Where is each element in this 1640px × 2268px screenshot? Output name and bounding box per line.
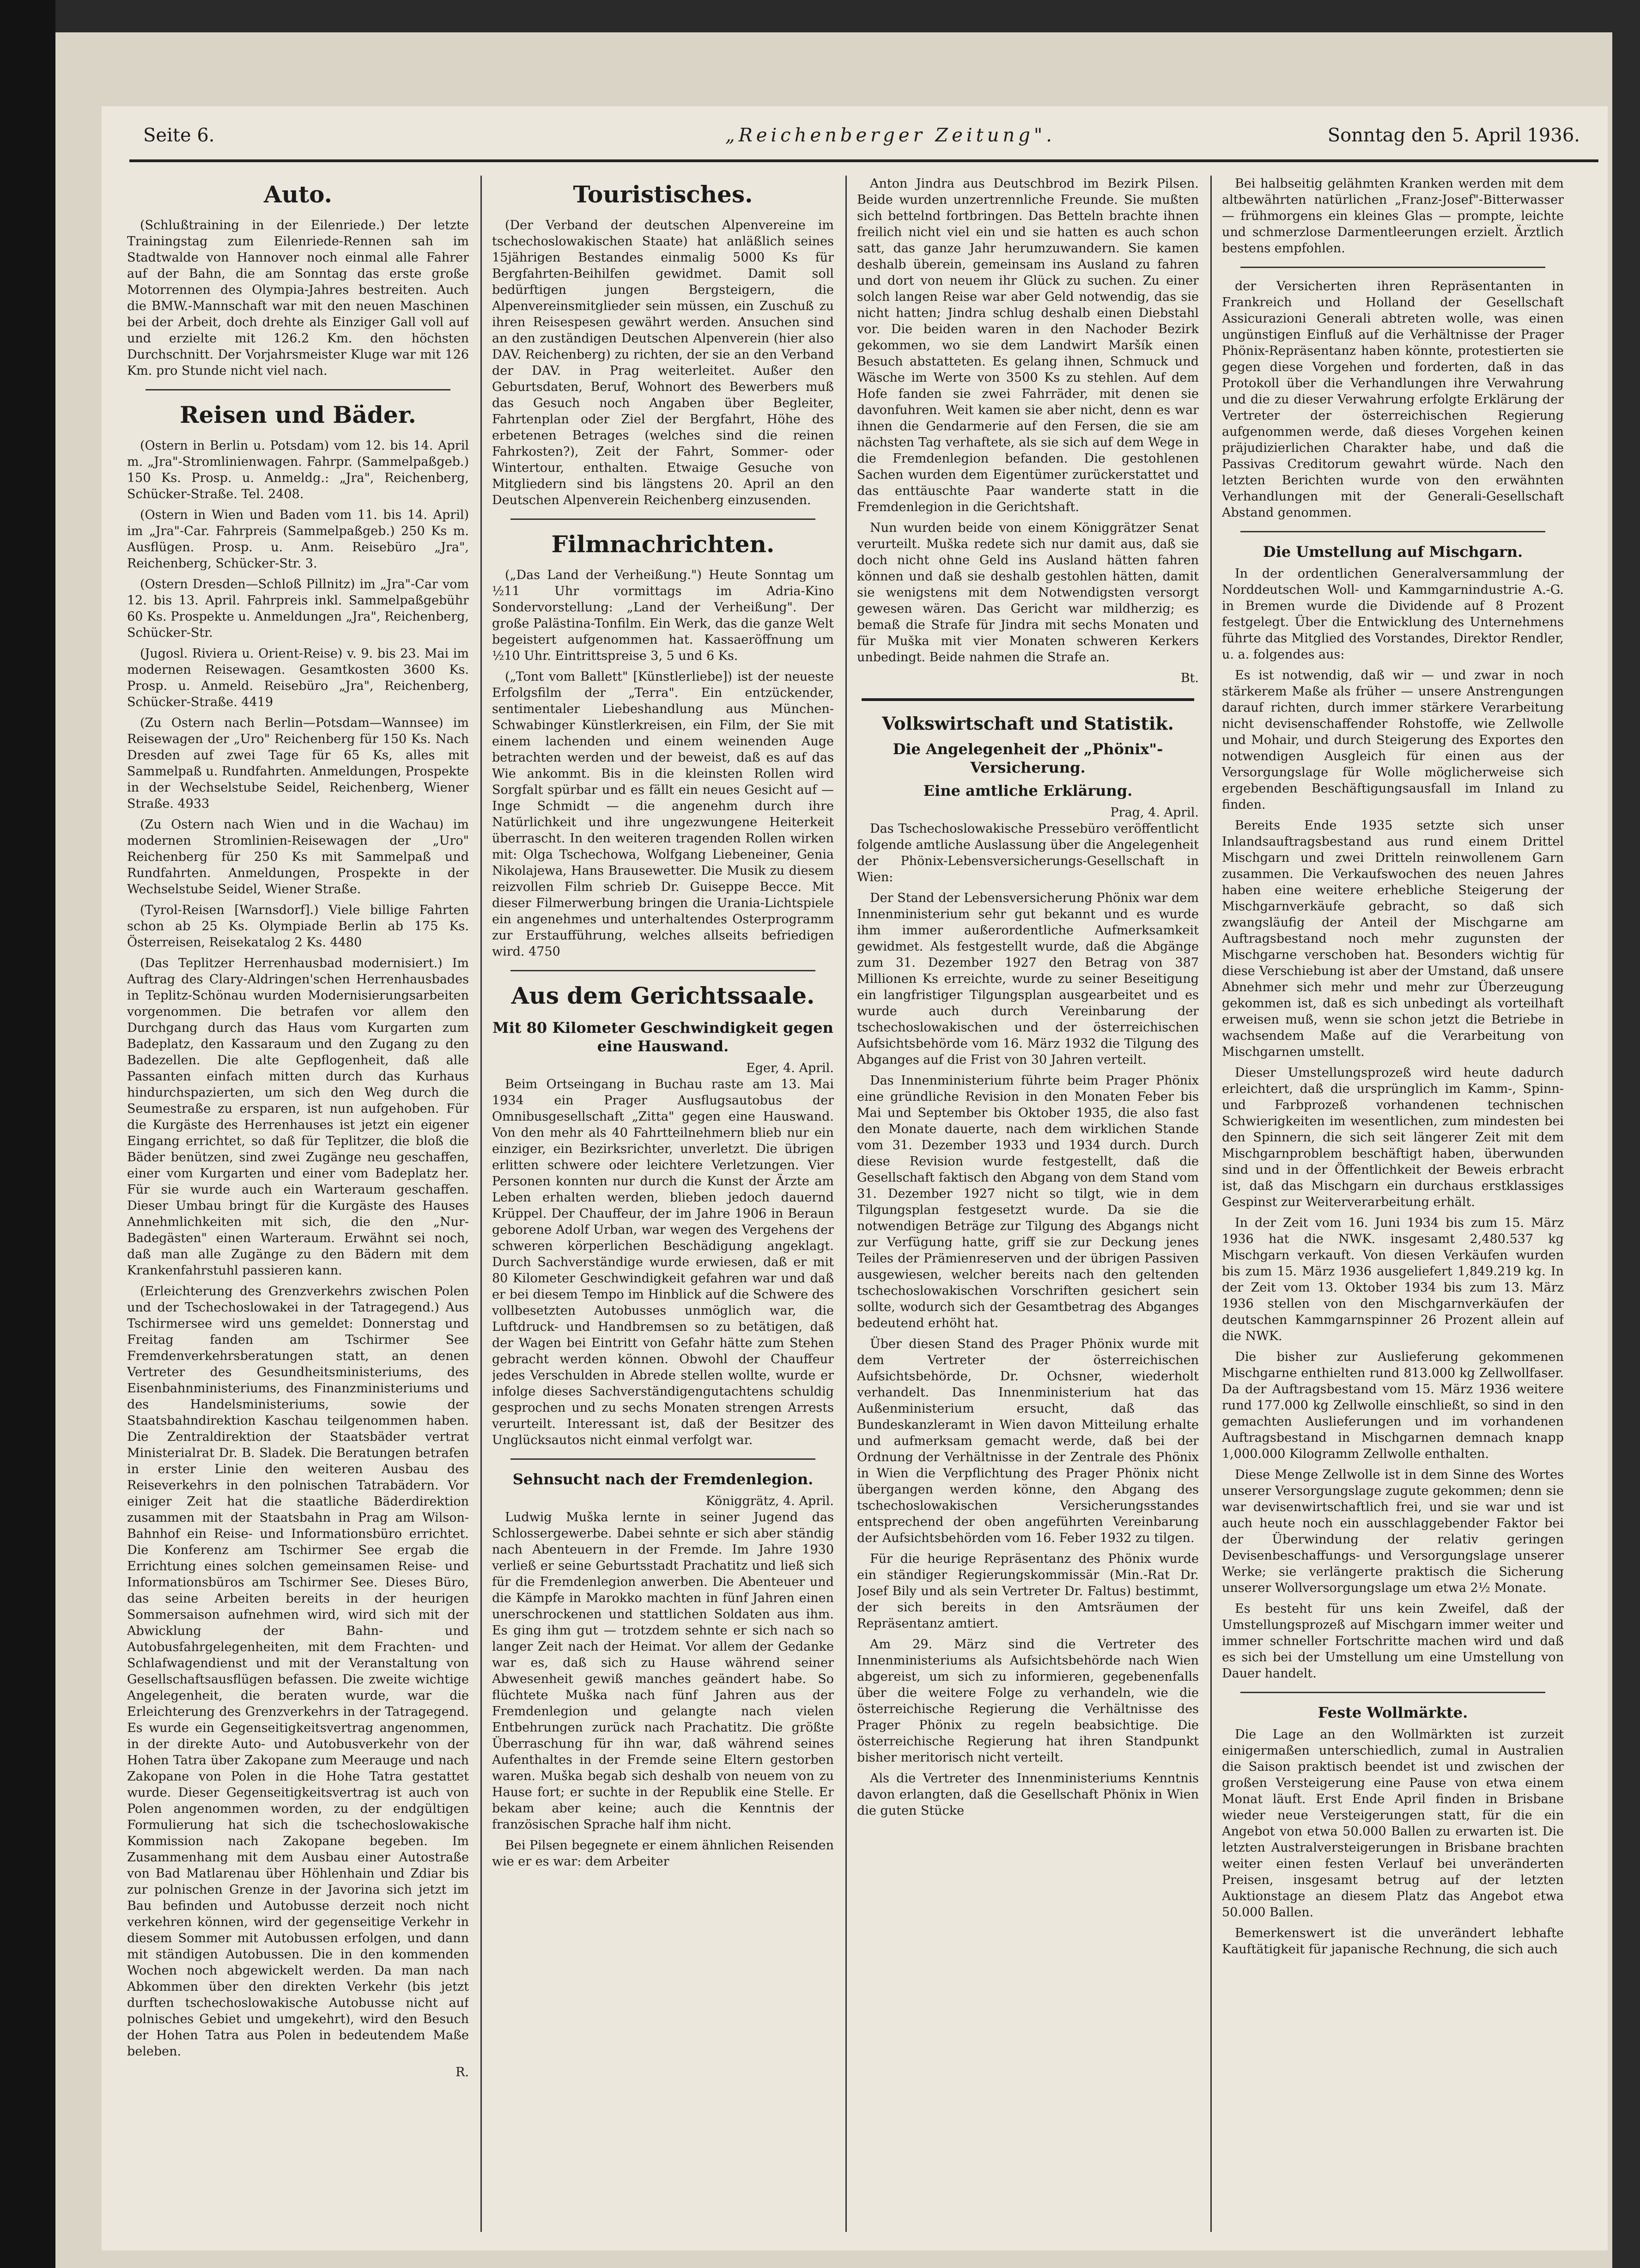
column-divider <box>480 176 482 2232</box>
article-mischgarn: Es ist notwendig, daß wir — und zwar in noch stärkerem Maße als früher — unsere Anstrengungen darauf richten, durch immer stärkere Verarbeitung nicht devisenschaffender Rohstoffe, wie Zellwolle und Mohair, und durch Steigerung des Exportes den notwendigen Ausgleich für einen aus der Versorgungslage für Wolle möglicherweise sich ergebenden Beschäftigungsausfall im Inland zu finden. <box>1222 668 1564 812</box>
header-rule <box>129 159 1598 162</box>
article-mischgarn: Diese Menge Zellwolle ist in dem Sinne des Wortes unserer Versorgungslage zugute gekommen; denn sie war devisenwirtschaftlich frei, und sie war und ist auch heute noch ein ausschlaggebender Faktor bei der Überwindung der relativ geringen Devisenbeschaffungs- und Versorgungslage unserer Werke; sie verlängerte praktisch die Sicherung unserer Wollversorgungslage um etwa 2½ Monate. <box>1222 1468 1564 1595</box>
column-divider <box>1210 176 1212 2232</box>
article-phoenix: Am 29. März sind die Vertreter des Innenministeriums als Aufsichtsbehörde nach Wien abgereist, um sich zu informieren, gegebenenfalls über die weitere Folge zu verhandeln, wie die österreichische Regierung die Verhältnisse des Prager Phönix zu regeln beabsichtige. Die österreichische Regierung hat ihren Standpunkt bisher meritorisch nicht verteilt. <box>857 1637 1199 1765</box>
newspaper-title: „Reichenberger Zeitung". <box>725 125 1056 146</box>
article-court: Beim Ortseingang in Buchau raste am 13. Mai 1934 ein Prager Ausflugsautobus der Omnibusgesellschaft „Zitta" gegen eine Hauswand. Von den mehr als 40 Fahrtteilnehmern blieb nur ein einziger, ein Bezirksrichter, unverletzt. Die übrigen erlitten schwere oder leichtere Verletzungen. Vier Personen konnten nur durch die Kunst der Ärzte am Leben erhalten werden, blieben jedoch dauernd Krüppel. Der Chauffeur, der im Jahre 1906 in Beraun geborene Adolf Urban, war wegen des Vergehens der schweren körperlichen Beschädigung angeklagt. Durch Sachverständige wurde erwiesen, daß er mit 80 Kilometer Geschwindigkeit gefahren war und daß er bei diesem Tempo im Hinblick auf die Schwere des vollbesetzten Autobusses unmöglich war, die Luftdruck- und Handbremsen so zu betätigen, daß der Wagen bei Eintritt von Gefahr hätte zum Stehen gebracht werden können. Obwohl der Chauffeur jedes Verschulden in Abrede stellen wollte, wurde er infolge dieses Sachverständigengutachtens schuldig gesprochen und zu sechs Monaten strengen Arrests verurteilt. Interessant ist, daß der Besitzer des Unglücksautos nicht einmal verfolgt war. <box>492 1077 834 1447</box>
article-mischgarn: In der Zeit vom 16. Juni 1934 bis zum 15. März 1936 hat die NWK. insgesamt 2,480.537 kg Mischgarn verkauft. Von diesen Verkäufen wurden bis zum 15. März 1936 ausgeliefert 1,849.219 kg. In der Zeit vom 13. Oktober 1934 bis zum 13. März 1936 stellen von den Mischgarnverkäufen der deutschen Kammgarnspinner 26 Prozent allein auf die NWK. <box>1222 1216 1564 1343</box>
column-2 <box>492 176 834 2232</box>
article-wollmaerkte: Bemerkenswert ist die unverändert lebhafte Kauftätigkeit für japanische Rechnung, die sich auch <box>1222 1926 1564 1957</box>
article-phoenix: Über diesen Stand des Prager Phönix wurde mit dem Vertreter der österreichischen Aufsichtsbehörde, Dr. Ochsner, wiederholt verhandelt. Das Innenministerium hat das Außenministerium ersucht, daß das Bundeskanzleramt in Wien davon Mitteilung erhalte und aufmerksam gemacht werde, daß bei der Ordnung der Verhältnisse in der Zentrale des Phönix in Wien die Verpflichtung des Prager Phönix nicht übergangen werden könne, den Abgang des tschechoslowakischen Versicherungsstandes entsprechend der oben angeführten Vereinbarung der Aufsichtsbehörden vom 16. Feber 1932 zu tilgen. <box>857 1337 1199 1545</box>
article-headline: Mit 80 Kilometer Geschwindigkeit gegen eine Hauswand. <box>492 1019 833 1055</box>
article-phoenix: Der Stand der Lebensversicherung Phönix war dem Innenministerium sehr gut bekannt und es wurde ihm immer außerordentliche Aufmerksamkeit gewidmet. Als festgestellt wurde, daß die Abgänge zum 31. Dezember 1927 den Betrag von 387 Millionen Ks erreichte, wurde zu seiner Beseitigung ein langfristiger Tilgungsplan ausgearbeitet und es wurde auch durch Vereinbarung der tschechoslowakischen und der österreichischen Aufsichtsbehörde vom 16. März 1932 die Tilgung des Abganges auf die Frist von 30 Jahren verteilt. <box>857 891 1199 1067</box>
article-headline: Die Angelegenheit der „Phönix"-Versicherung. <box>893 740 1163 776</box>
scan-edge-left <box>0 0 55 2268</box>
divider <box>1240 267 1545 268</box>
section-title-auto: Auto. <box>263 181 333 208</box>
divider <box>510 970 815 971</box>
scan-edge-right <box>1612 0 1640 2268</box>
article-grenzverkehr: (Erleichterung des Grenzverkehrs zwischen Polen und der Tschechoslowakei in der Tatragegend.) Aus Tschirmersee wird uns gemeldet: Donnerstag und Freitag fanden am Tschirmer See Fremdenverkehrsberatungen statt, an denen Vertreter des Gesundheitsministeriums, des Eisenbahnministeriums, des Finanzministeriums und des Handelsministeriums, sowie der Staatsbahndirektion Kaschau teilgenommen haben. Die Zentraldirektion der Staatsbäder vertrat Ministerialrat Dr. B. Sladek. Die Beratungen betrafen in erster Linie den weiteren Ausbau des Reiseverkehrs in den polnischen Tatrabädern. Vor einiger Zeit hat die staatliche Bäderdirektion zusammen mit der Staatsbahn in Prag am Wilson-Bahnhof ein Reise- und Informationsbüro errichtet. Die Konferenz am Tschirmer See ergab die Errichtung eines solchen gemeinsamen Reise- und Informationsbüros am Tschirmer See. Dieses Büro, das seine Arbeiten bereits in der heurigen Sommersaison aufnehmen wird, wird sich mit der Abwicklung der Bahn- und Autobusfahrgelegenheiten, mit dem Frachten- und Schlafwagendienst und mit der Veranstaltung von Gesellschaftsausflügen befassen. Die zweite wichtige Angelegenheit, die beraten wurde, war die Erleichterung des Grenzverkehrs in der Tatragegend. Es wurde ein Gegenseitigkeitsvertrag angenommen, in der direkte Auto- und Autobusverkehr von der Hohen Tatra über Zakopane zum Meerauge und nach Zakopane von Polen in die Hohe Tatra gestattet wurde. Dieser Gegenseitigkeitsvertrag ist auch von Polen angenommen worden, zu der endgültigen Formulierung hat sich die tschechoslowakische Kommission nach Zakopane begeben. Im Zusammenhang mit dem Ausbau einer Autostraße von Bad Matlarenau über Höhlenhain und Zdiar bis zur polnischen Grenze in der Javorina sich jetzt im Bau befinden und Autobusse derzeit noch nicht verkehren können, wird der gegenseitige Verkehr in diesem Sommer mit Autobussen erfolgen, und dann mit ständigen Autobussen. Die in den kommenden Wochen noch abgewickelt werden. Da man nach Abkommen über den direkten Verkehr (bis jetzt durften tschechoslowakische Autobusse nicht auf polnisches Gebiet und umgekehrt), wird den Besuch der Hohen Tatra aus Polen in bedeutendem Maße beleben. <box>127 1284 469 2059</box>
notice-reisen: (Zu Ostern nach Berlin—Potsdam—Wannsee) im Reisewagen der „Uro" Reichenberg für 150 Ks. Nach Dresden auf zwei Tage für 65 Ks, alles mit Sammelpaß u. Rundfahrten. Anmeldungen, Prospekte in der Wechselstube Seidel, Reichenberg, Wiener Straße. 4933 <box>127 716 469 811</box>
article-headline: Feste Wollmärkte. <box>1318 1704 1468 1721</box>
article-fremdenlegion: Bei Pilsen begegnete er einem ähnlichen Reisenden wie er es war: dem Arbeiter <box>492 1838 834 1869</box>
divider <box>146 389 450 390</box>
article-mischgarn: Bereits Ende 1935 setzte sich unser Inlandsauftragsbestand aus rund einem Drittel Mischgarn und zwei Dritteln reinwollenem Garn zusammen. Die Verkaufswochen des neuen Jahres haben eine weitere erhebliche Steigerung der Mischgarnverkäufe gebracht, so daß sich zwangsläufig der Anteil der Mischgarne am Auftragsbestand noch mehr zugunsten der Mischgarne verschoben hat. Besonders wichtig für diese Verschiebung ist aber der Umstand, daß unsere Abnehmer sich mehr und mehr zur Überzeugung gekommen ist, daß es sich unbedingt als vorteilhaft erweisen muß, wenn sie schon jetzt die Betriebe in wachsendem Maße auf die Verarbeitung von Mischgarnen umstellt. <box>1222 818 1564 1059</box>
section-title-volkswirtschaft: Volkswirtschaft und Statistik. <box>882 713 1174 734</box>
notice-reisen: (Ostern in Berlin u. Potsdam) vom 12. bis 14. April m. „Jra"-Stromlinienwagen. Fahrpr. (Sammelpaßgeb.) 150 Ks. Prosp. u. Anmeldg.: „Jra", Reichenberg, Schücker-Straße. Tel. 2408. <box>127 439 469 501</box>
article-mischgarn: Es besteht für uns kein Zweifel, daß der Umstellungsprozeß auf Mischgarn immer weiter und immer schneller Fortschritte machen wird und daß es sich bei der Umstellung um eine Umstellung von Dauer handelt. <box>1222 1602 1564 1681</box>
article-mischgarn: Dieser Umstellungsprozeß wird heute dadurch erleichtert, daß die ursprünglich im Kamm-, Spinn- und Farbprozeß vorhandenen technischen Schwierigkeiten im wesentlichen, zum mindesten bei den Spinnern, die sich seit längerer Zeit mit dem Mischgarnproblem beschäftigt haben, überwunden sind und in der Öffentlichkeit der Beweis erbracht ist, daß das Mischgarn ein durchaus erstklassiges Gespinst zur Weiterverarbeitung erhält. <box>1222 1066 1564 1209</box>
article-signature: Bt. <box>1180 671 1199 685</box>
page-number: Seite 6. <box>143 125 215 146</box>
dateline: Prag, 4. April. <box>1110 805 1199 820</box>
divider <box>510 518 815 520</box>
article-wollmaerkte: Die Lage an den Wollmärkten ist zurzeit einigermaßen unterschiedlich, zumal in Australien die Saison praktisch beendet ist und zwischen der großen Versteigerung eine Pause von etwa einem Monat läuft. Erst Ende April finden in Brisbane wieder neue Versteigerungen statt, für die ein Angebot von etwa 50.000 Ballen zu erwarten ist. Die letzten Australversteigerungen in Brisbane brachten weiter einen festen Verlauf bei unveränderten Preisen, insgesamt betrug auf der letzten Auktionstage an diesem Platz das Angebot etwa 50.000 Ballen. <box>1222 1727 1564 1920</box>
scan-edge-top <box>0 0 1640 32</box>
article-teplitz: (Das Teplitzer Herrenhausbad modernisiert.) Im Auftrag des Clary-Aldringen'schen Herrenhausbades in Teplitz-Schönau wurden Modernisierungsarbeiten vorgenommen. Die betrafen vor allem den Durchgang durch das Haus vom Kurgarten zum Badeplatz, den Kassaraum und den Zugang zu den Badezellen. Die alte Gepflogenheit, daß alle Passanten einfach mitten durch das Kurhaus hindurchspazierten, um sich den Weg durch die Seumestraße zu ersparen, ist nun aufgehoben. Für die Kurgäste des Herrenhauses ist jetzt ein eigener Eingang errichtet, so daß für Teplitzer, die bloß die Bäder benützen, sind zwei Zugänge neu geschaffen, einer vom Kurgarten und einer vom Badeplatz her. Für sie wurde auch ein Warteraum geschaffen. Dieser Umbau bringt für die Kurgäste des Hauses Annehmlichkeiten mit sich, die den „Nur-Badegästen" einen Warteraum. Erwähnt sei noch, daß man alle Zugänge zu den Bädern mit dem Krankenfahrstuhl passieren kann. <box>127 956 469 1278</box>
notice-reisen: (Zu Ostern nach Wien und in die Wachau) im modernen Stromlinien-Reisewagen der „Uro" Reichenberg für 250 Ks mit Sammelpaß und Rundfahrten. Anmeldungen, Prospekte in der Wechselstube Seidel, Wiener Straße. <box>127 817 469 896</box>
column-4 <box>1222 176 1564 2232</box>
notice-reisen: (Ostern Dresden—Schloß Pillnitz) im „Jra"-Car vom 12. bis 13. April. Fahrpreis inkl. Sammelpaßgebühr 60 Ks. Prospekte u. Anmeldungen „Jra", Reichenberg, Schücker-Str. <box>127 577 469 640</box>
article-film: („Das Land der Verheißung.") Heute Sonntag um ½11 Uhr vormittags im Adria-Kino Sondervorstellung: „Land der Verheißung". Der große Palästina-Tonfilm. Ein Werk, das die ganze Welt begeistert aufgenommen hat. Kassaeröffnung um ½10 Uhr. Eintrittspreise 3, 5 und 6 Ks. <box>492 568 834 663</box>
column-divider <box>845 176 847 2232</box>
article-fremdenlegion: Ludwig Muška lernte in seiner Jugend das Schlossergewerbe. Dabei sehnte er sich aber ständig nach Abenteuern in der Fremde. Im Jahre 1930 verließ er seine Geburtsstadt Prachatitz und ließ sich für die Fremdenlegion anwerben. Die Abenteuer und die Kämpfe in Marokko machten in fünf Jahren einen unerschrockenen und stattlichen Soldaten aus ihm. Es ging ihm gut — trotzdem sehnte er sich nach so langer Zeit nach der Heimat. Vor allem der Gedanke war es, daß sich zu Hause während seiner Abwesenheit gewiß manches geändert habe. So flüchtete Muška nach fünf Jahren aus der Fremdenlegion und gelangte nach vielen Entbehrungen zurück nach Prachatitz. Die größte Überraschung für ihn war, daß während seines Aufenthaltes in der Fremde seine Eltern gestorben waren. Muška begab sich deshalb von neuem von zu Hause fort; er suchte in der Republik eine Stelle. Er bekam aber keine; auch die Kenntnis der französischen Sprache half ihm nicht. <box>492 1510 834 1832</box>
article-auto: (Schlußtraining in der Eilenriede.) Der letzte Trainingstag zum Eilenriede-Rennen sah im Stadtwalde von Hannover noch einmal alle Fahrer auf der Bahn, die am Sonntag das erste große Motorrennen des Olympia-Jahres bestreiten. Auch die BMW.-Mannschaft war mit den neuen Maschinen bei der Arbeit, doch drehte als Einziger Gall voll auf und erzielte mit 126.2 Km. den höchsten Durchschnitt. Der Vorjahrsmeister Kluge war mit 126 Km. pro Stunde nicht viel nach. <box>127 218 469 378</box>
article-mischgarn: Die bisher zur Auslieferung gekommenen Mischgarne enthielten rund 813.000 kg Zellwollfaser. Da der Auftragsbestand vom 15. März 1936 weitere rund 177.000 kg Zellwolle einschließt, so sind in den gemachten Auslieferungen und im vorhandenen Auftragsbestand in Mischgarnen demnach knapp 1,000.000 Kilogramm Zellwolle enthalten. <box>1222 1350 1564 1461</box>
divider <box>1240 1692 1545 1693</box>
article-fremdenlegion-cont: Anton Jindra aus Deutschbrod im Bezirk Pilsen. Beide wurden unzertrennliche Freunde. Sie mußten sich bettelnd fortbringen. Das Betteln brachte ihnen freilich nicht viel ein und sie hatten es auch schon satt, das ganze Jahr herumzuwandern. Sie kamen deshalb überein, gemeinsam ins Ausland zu fahren und dort von neuem ihr Glück zu suchen. Zu einer solch langen Reise war aber Geld notwendig, das sie nicht hatten; Jindra schlug deshalb einen Diebstahl vor. Die beiden waren in den Nachoder Bezirk gekommen, wo sie dem Landwirt Maršík einen Besuch abstatteten. Es gelang ihnen, Schmuck und Wäsche im Werte von 3500 Ks zu stehlen. Auf dem Hofe fanden sie zwei Fahrräder, mit denen sie davonfuhren. Weit kamen sie aber nicht, denn es war ihnen die Gendarmerie auf den Fersen, die sie am nächsten Tag verhaftete, als sie sich auf dem Wege in die Fremdenlegion befanden. Die gestohlenen Sachen wurden dem Eigentümer zurückerstattet und das enttäuschte Paar wanderte statt in die Fremdenlegion in die Gerichtshaft. <box>857 177 1199 514</box>
divider <box>510 1458 815 1460</box>
article-phoenix-cont: der Versicherten ihren Repräsentanten in Frankreich und Holland der Gesellschaft Assicurazioni Generali abtreten wolle, was einen ungünstigen Einfluß auf die Verhältnisse der Prager Phönix-Repräsentanz haben könnte, protestierten sie gegen diese Vorgehen und forderten, daß in das Protokoll über die Verhandlungen ihre Verwahrung und die zu dieser Verwahrung erfolgte Erklärung der Vertreter der österreichischen Regierung aufgenommen werde, daß dieses Vorgehen keinen präjudizierlichen Charakter habe, und daß die Passivas Creditorum gewahrt würde. Nach den letzten Berichten wurde von den erwähnten Verhandlungen mit der Generali-Gesellschaft Abstand genommen. <box>1222 279 1564 520</box>
divider <box>1240 531 1545 532</box>
article-phoenix: Das Innenministerium führte beim Prager Phönix eine gründliche Revision in den Monaten Feber bis Mai und September bis Oktober 1935, die also fast den Monate dauerte, nach dem wirklichen Stande vom 31. Dezember 1933 und 1934 durch. Durch diese Revision wurde festgestellt, daß die Gesellschaft faktisch den Abgang von dem Stand vom 31. Dezember 1927 nicht so tilgt, wie in dem Tilgungsplan festgesetzt wurde. Da sie die notwendigen Beträge zur Tilgung des Abgangs nicht zur Verfügung hatte, griff sie zur Deckung jenes Teiles der Prämienreserven und der übrigen Passiven ausgewiesen, welcher bereits nach den geltenden tschechoslowakischen Vorschriften gesichert sein sollte, wodurch sich der Gesamtbetrag des Abganges bedeutend erhöht hat. <box>857 1073 1199 1330</box>
notice-reisen: (Tyrol-Reisen [Warnsdorf].) Viele billige Fahrten schon ab 25 Ks. Olympiade Berlin ab 175 Ks. Österreisen, Reisekatalog 2 Ks. 4480 <box>127 903 469 950</box>
article-subheadline: Eine amtliche Erklärung. <box>923 782 1133 799</box>
article-signature: R. <box>456 2065 469 2079</box>
section-title-gericht: Aus dem Gerichtssaale. <box>511 982 815 1009</box>
column-1 <box>127 176 469 2232</box>
section-title-film: Filmnachrichten. <box>551 530 775 558</box>
article-film: („Tont vom Ballett" [Künstlerliebe]) ist der neueste Erfolgsfilm der „Terra". Ein entzückender, sentimentaler Liebeshandlung aus München-Schwabinger Künstlerkreisen, ein Film, der Sie mit einem lachenden und einem weinenden Auge betrachten werden und der beweist, daß es auf das Wie ankommt. Bis in die kleinsten Rollen wird Sorgfalt spürbar und es fällt ein neues Gesicht auf — Inge Schmidt — die angenehm durch ihre Natürlichkeit und ihre ungezwungene Heiterkeit überrascht. In den weiteren tragenden Rollen wirken mit: Olga Tschechowa, Wolfgang Liebeneiner, Genia Nikolajewa, Hans Brausewetter. Die Musik zu diesem reizvollen Film schrieb Dr. Guiseppe Becce. Mit dieser Filmerwerbung bringen die Urania-Lichtspiele ein angenehmes und unterhaltendes Osterprogramm zur Erstaufführung, welches allseits befriedigen wird. 4750 <box>492 670 834 959</box>
article-headline: Sehnsucht nach der Fremdenlegion. <box>512 1470 814 1488</box>
article-phoenix: Als die Vertreter des Innenministeriums Kenntnis davon erlangten, daß die Gesellschaft Phönix in Wien die guten Stücke <box>857 1771 1199 1818</box>
dateline: Königgrätz, 4. April. <box>705 1494 834 1508</box>
page-header <box>102 125 1608 152</box>
divider <box>862 698 1194 701</box>
article-headline: Die Umstellung auf Mischgarn. <box>1263 543 1523 561</box>
dateline: Eger, 4. April. <box>746 1061 834 1075</box>
section-title-reisen: Reisen und Bäder. <box>180 401 416 428</box>
column-3 <box>857 176 1199 2232</box>
advertisement-franz-josef: Bei halbseitig gelähmten Kranken werden mit dem altbewährten natürlichen „Franz-Josef"-Bitterwasser — frühmorgens ein kleines Glas — prompte, leichte und schmerzlose Darmentleerungen erzielt. Ärztlich bestens empfohlen. <box>1222 177 1564 256</box>
section-title-touristisches: Touristisches. <box>573 181 753 208</box>
article-touristisches: (Der Verband der deutschen Alpenvereine im tschechoslowakischen Staate) hat anläßlich seines 15jährigen Bestandes einmalig 5000 Ks für Bergfahrten-Beihilfen gewidmet. Damit soll bedürftigen jungen Bergsteigern, die Alpenvereinsmitglieder sein müssen, ein Zuschuß zu ihren Reisespesen gewährt werden. Ansuchen sind an den zuständigen Deutschen Alpenverein (hier also DAV. Reichenberg) zu richten, der sie an den Verband der DAV. in Prag weiterleitet. Außer den Geburtsdaten, Beruf, Wohnort des Bewerbers muß das Gesuch noch Angaben über Begleiter, Fahrtenplan oder Ziel der Bergfahrt, Höhe des erbetenen Betrages (welches sind die reinen Fahrkosten?), Zeit der Fahrt, Sommer- oder Wintertour, enthalten. Etwaige Gesuche von Mitgliedern sind bis längstens 20. April an den Deutschen Alpenverein Reichenberg einzusenden. <box>492 218 834 507</box>
article-phoenix: Für die heurige Repräsentanz des Phönix wurde ein ständiger Regierungskommissär (Min.-Rat Dr. Josef Bily und als sein Vertreter Dr. Faltus) bestimmt, der sich bereits in den Amtsräumen der Repräsentanz amtiert. <box>857 1552 1199 1631</box>
newspaper-page <box>102 106 1608 2250</box>
article-phoenix: Das Tschechoslowakische Pressebüro veröffentlicht folgende amtliche Auslassung über die Angelegenheit der Phönix-Lebensversicherungs-Gesellschaft in Wien: <box>857 822 1199 884</box>
notice-reisen: (Jugosl. Riviera u. Orient-Reise) v. 9. bis 23. Mai im modernen Reisewagen. Gesamtkosten 3600 Ks. Prosp. u. Anmeld. Reisebüro „Jra", Reichenberg, Schücker-Straße. 4419 <box>127 646 469 709</box>
notice-reisen: (Ostern in Wien und Baden vom 11. bis 14. April) im „Jra"-Car. Fahrpreis (Sammelpaßgeb.) 250 Ks m. Ausflügen. Prosp. u. Anm. Reisebüro „Jra", Reichenberg, Schücker-Str. 3. <box>127 508 469 571</box>
article-mischgarn: In der ordentlichen Generalversammlung der Norddeutschen Woll- und Kammgarnindustrie A.-G. in Bremen wurde die Dividende auf 8 Prozent festgelegt. Über die Entwicklung des Unternehmens führte das Mitglied des Vorstandes, Direktor Rendler, u. a. folgendes aus: <box>1222 567 1564 662</box>
article-fremdenlegion-cont: Nun wurden beide von einem Königgrätzer Senat verurteilt. Muška redete sich nur damit aus, daß sie doch nicht ohne Geld ins Ausland hätten fahren können und daß sie deshalb gestohlen hätten, damit sie wenigstens mit dem Notwendigsten versorgt gewesen wären. Das Gericht war mildherzig; es bemaß die Strafe für Jindra mit sechs Monaten und für Muška mit vier Monaten schweren Kerkers unbedingt. Beide nahmen die Strafe an. <box>857 521 1199 665</box>
issue-date: Sonntag den 5. April 1936. <box>1327 125 1580 146</box>
